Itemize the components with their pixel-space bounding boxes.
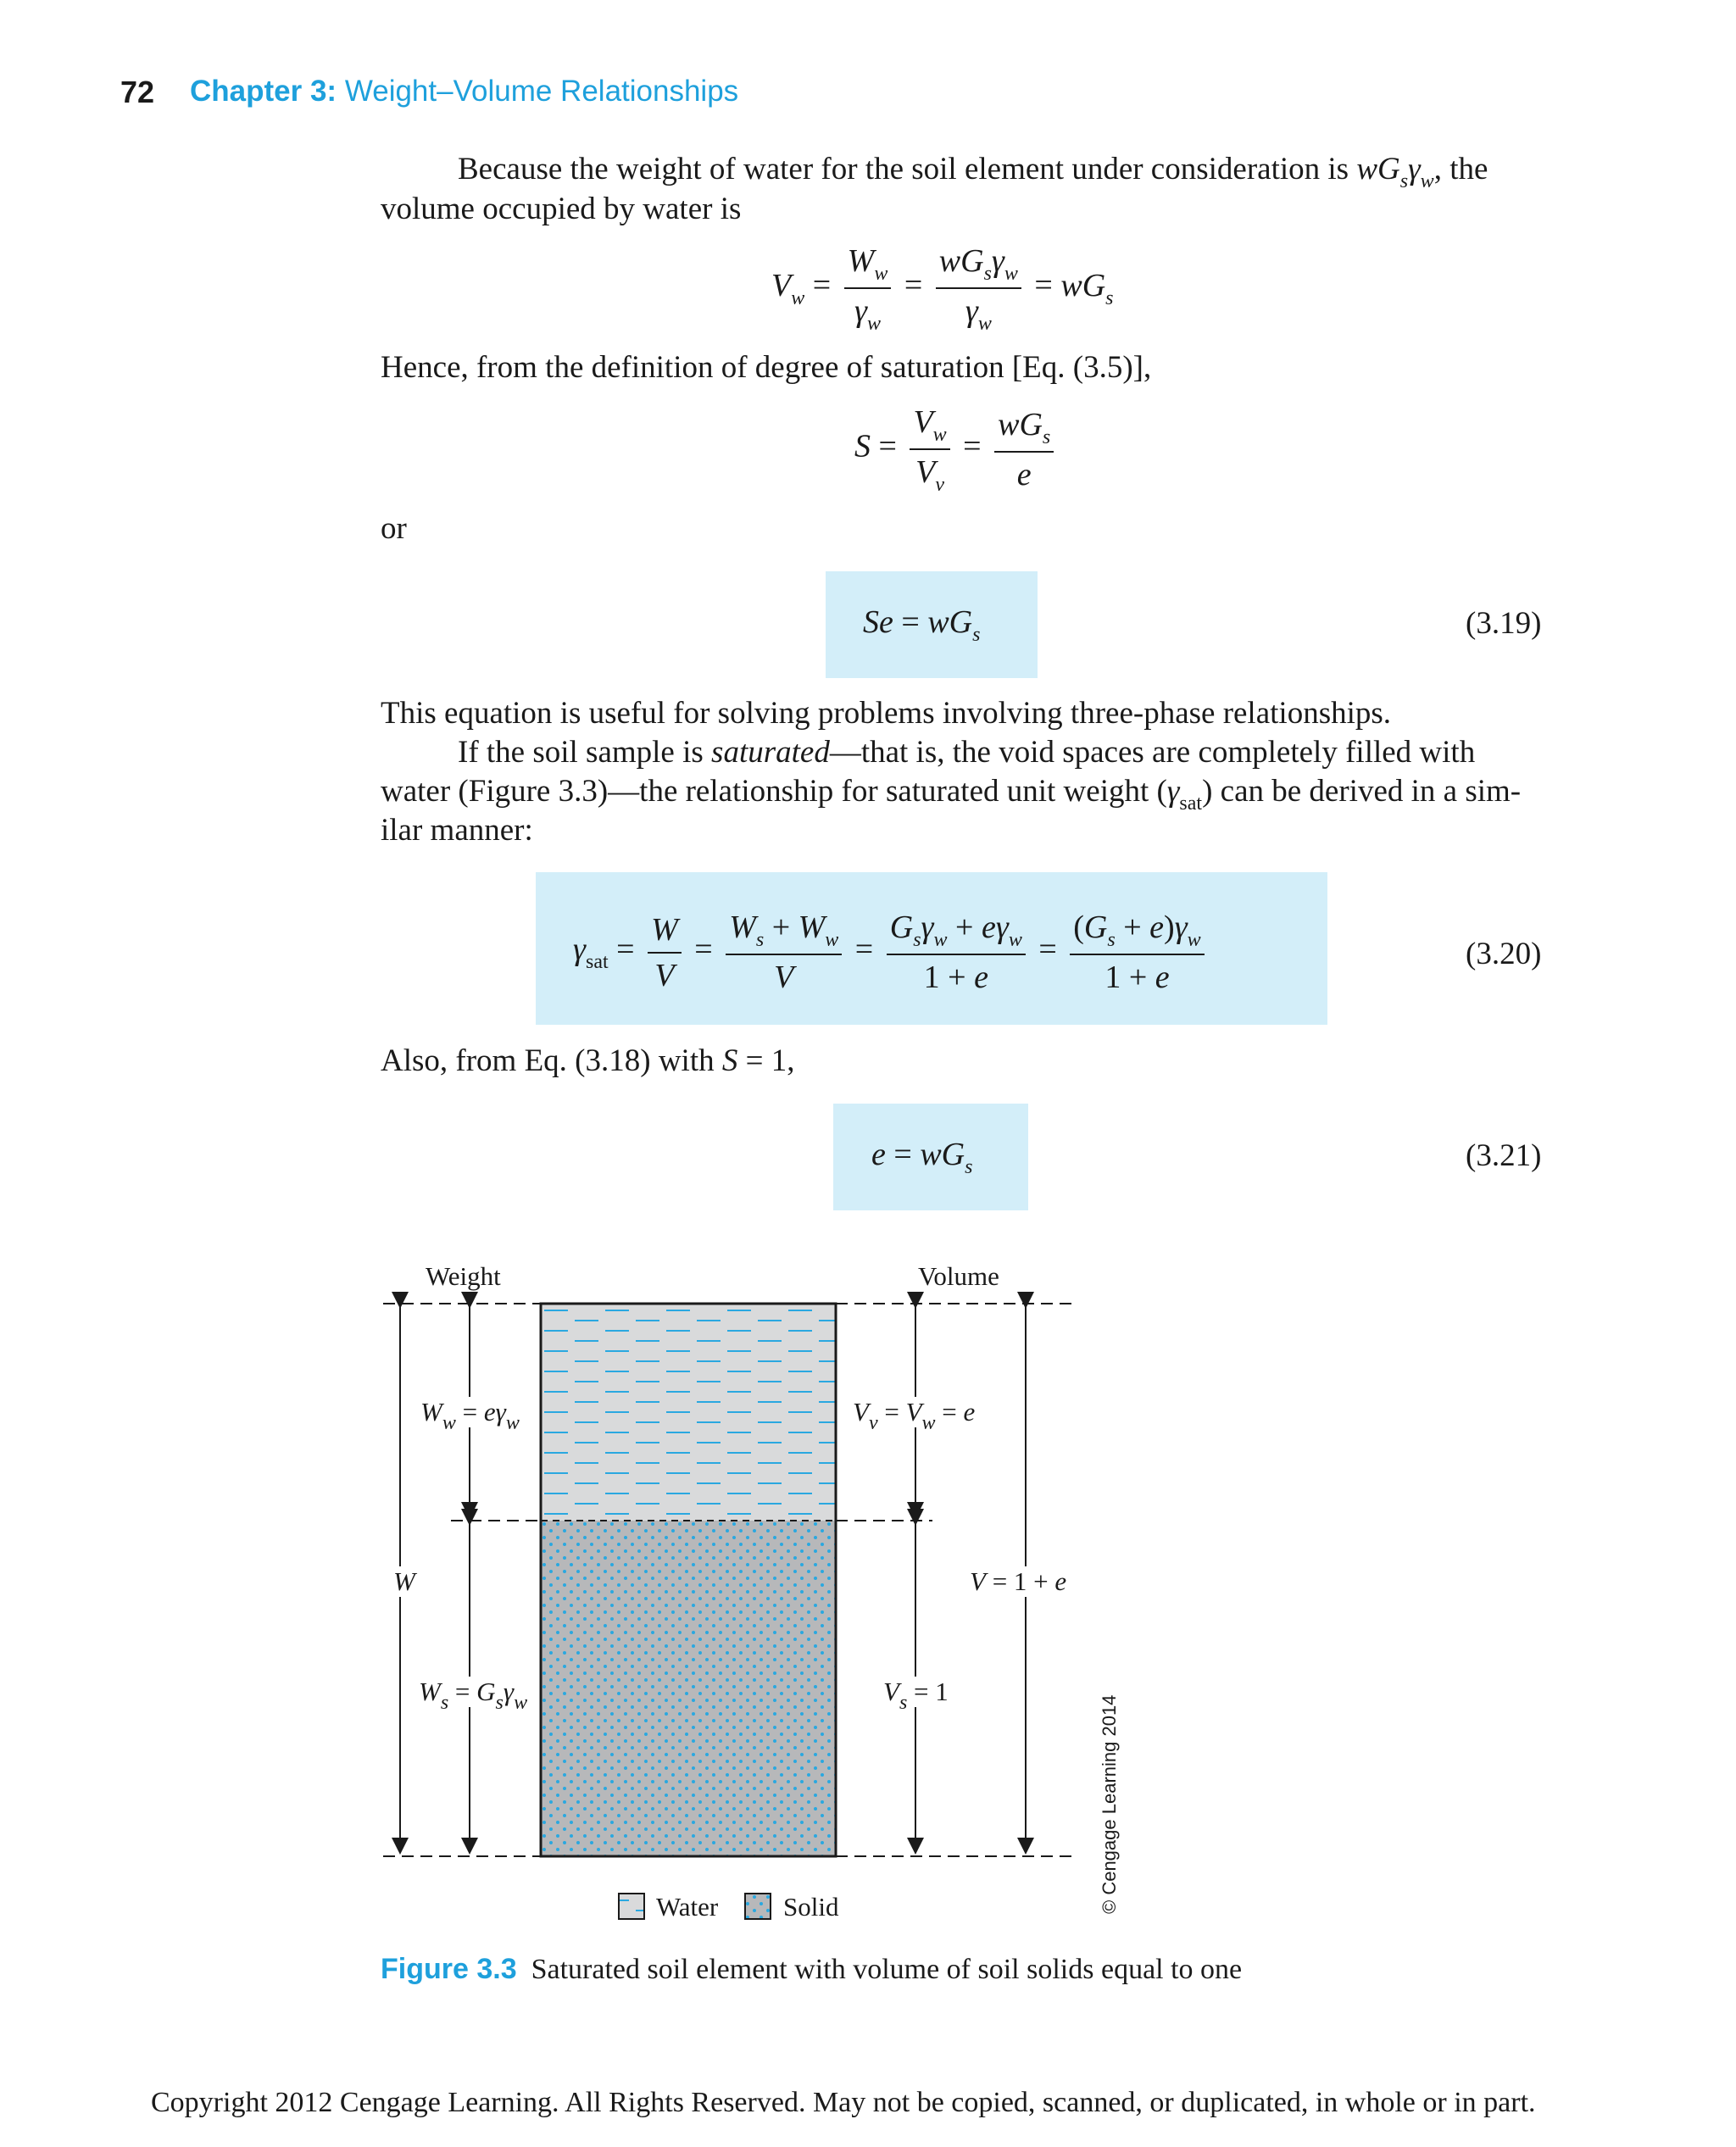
figure-caption — [381, 1953, 1242, 1986]
legend-solid-swatch — [745, 1894, 771, 1919]
soil-element-column — [541, 1304, 836, 1856]
water-phase — [541, 1304, 836, 1521]
solid-phase — [541, 1521, 836, 1856]
paragraph-3-line-3: water (Figure 3.3)—the relationship for saturated unit weight $(\gamma_{sat})$ can be derived in a sim- — [381, 774, 1522, 815]
equation-number-3-19: (3.19) — [1466, 606, 1542, 641]
label-total-weight: W — [390, 1566, 419, 1597]
equation-3-19: $Se = wG_s$ — [863, 604, 981, 646]
equation-s: S = $\frac{V_w}{V_v}$ = $\frac{wG_s}{e}$ — [854, 405, 1059, 493]
equation-3-21: $e = wG_s$ — [871, 1137, 973, 1178]
page-footer-copyright: Copyright 2012 Cengage Learning. All Rights Reserved. May not be copied, scanned, or duplicated, in whole or in part. — [151, 2087, 1536, 2118]
paragraph-1-line-2: volume occupied by water is — [381, 192, 742, 226]
legend-water-swatch — [619, 1894, 644, 1919]
paragraph-3-line-2: If the soil sample is saturated—that is, the void spaces are completely filled with — [458, 735, 1476, 770]
label-total-volume: V = 1 + e — [966, 1566, 1070, 1597]
paragraph-4: Also, from Eq. (3.18) with S = 1, — [381, 1043, 795, 1078]
paragraph-2: Hence, from the definition of degree of saturation [Eq. (3.5)], — [381, 350, 1152, 385]
label-void-volume: $V_v = V_w = e$ — [849, 1397, 978, 1427]
paragraph-3-line-1: This equation is useful for solving problems involving three-phase relationships. — [381, 696, 1392, 731]
chapter-title: Weight–Volume Relationships — [344, 75, 739, 108]
legend-water-label: Water — [656, 1892, 719, 1922]
figure-caption-text: Saturated soil element with volume of soil solids equal to one — [531, 1954, 1243, 1985]
equation-3-20: $\gamma_{sat}$ = $\frac{W}{V}$ = $\frac{W_s + W_w}{V}$ = $\frac{G_s\gamma_w + e\gamma_w}{1 + e}$ = $\frac{(G_s + e)\gamma_w}{1 + e}$ — [573, 910, 1210, 994]
figure-copyright-vertical: © Cengage Learning 2014 — [1099, 1694, 1120, 1914]
word-or: or — [381, 511, 407, 546]
label-water-weight: $W_w = e\gamma_w$ — [417, 1397, 523, 1427]
inline-math-wgs-gamma-w: $wG_s\gamma_w$ — [1356, 152, 1434, 192]
legend-solid-label: Solid — [783, 1892, 839, 1922]
equation-number-3-20: (3.20) — [1466, 937, 1542, 971]
figure-volume-heading: Volume — [918, 1261, 999, 1291]
paragraph-1-line-1: Because the weight of water for the soil element under consideration is $wG_s\gamma_w$, the — [458, 152, 1488, 192]
figure-caption-number: Figure 3.3 — [381, 1953, 517, 1985]
label-solid-weight: $W_s = G_s\gamma_w$ — [415, 1677, 531, 1707]
equation-vw: $V_w$ = $\frac{W_w}{\gamma_w}$ = $\frac{wG_s\gamma_w}{\gamma_w}$ = $wG_s$ — [771, 243, 1114, 335]
chapter-label: Chapter 3: — [190, 75, 337, 108]
page-number: 72 — [120, 75, 155, 109]
figure-weight-heading: Weight — [426, 1261, 501, 1291]
label-solid-volume: $V_s = 1$ — [880, 1677, 952, 1707]
equation-number-3-21: (3.21) — [1466, 1138, 1542, 1173]
paragraph-3-line-4: ilar manner: — [381, 813, 533, 848]
